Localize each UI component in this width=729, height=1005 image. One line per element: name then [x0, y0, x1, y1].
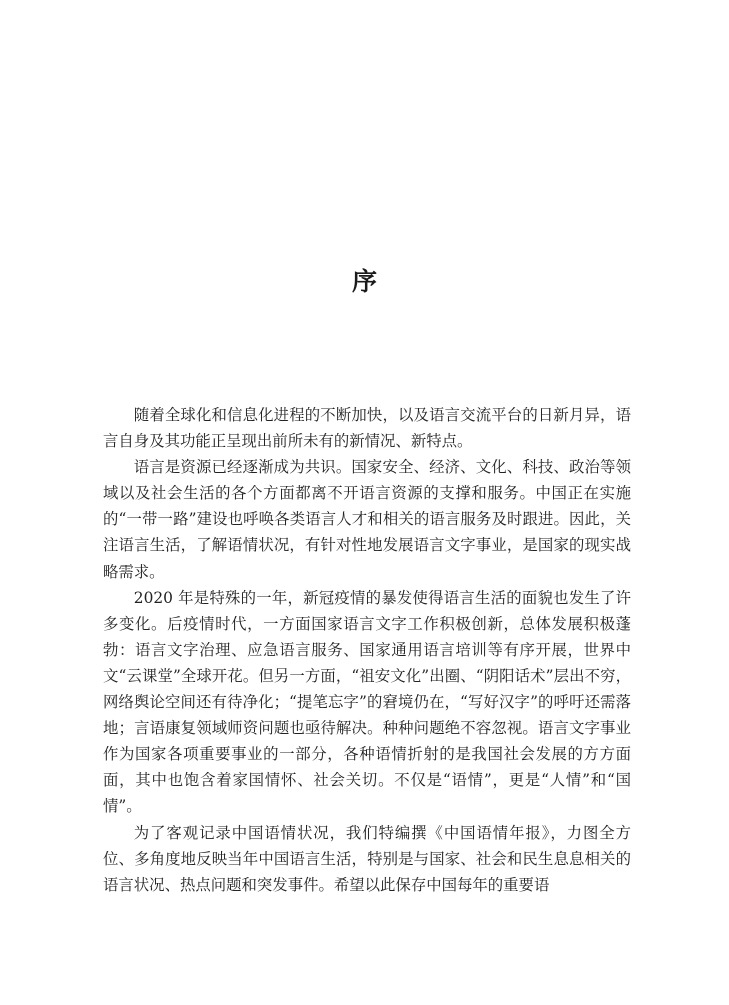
paragraph-2: 语言是资源已经逐渐成为共识。国家安全、经济、文化、科技、政治等领域以及社会生活的各个方面都离不开语言资源的支撑和服务。中国正在实施的“一带一路”建设也呼唤各类语言人才和相关的语言服务及时跟进。因此，关注语言生活，了解语情状况，有针对性地发展语言文字事业，是国家的现实战略需求。	[103, 458, 631, 581]
page-title: 序	[351, 267, 377, 296]
preface-body	[103, 402, 631, 898]
paragraph-1: 随着全球化和信息化进程的不断加快，以及语言交流平台的日新月异，语言自身及其功能正呈现出前所未有的新情况、新特点。	[103, 406, 631, 451]
paragraph-3: 2020 年是特殊的一年，新冠疫情的暴发使得语言生活的面貌也发生了许多变化。后疫情时代，一方面国家语言文字工作积极创新，总体发展积极蓬勃：语言文字治理、应急语言服务、国家通用语言培训等有序开展，世界中文“云课堂”全球开花。但另一方面，“祖安文化”出圈、“阴阳话术”层出不穷，网络舆论空间还有待净化；“提笔忘字”的窘境仍在，“写好汉字”的呼吁还需落地；言语康复领域师资问题也亟待解决。种种问题绝不容忽视。语言文字事业作为国家各项重要事业的一部分，各种语情折射的是我国社会发展的方方面面，其中也饱含着家国情怀、社会关切。不仅是“语情”，更是“人情”和“国情”。	[103, 588, 631, 816]
paragraph-4: 为了客观记录中国语情状况，我们特编撰《中国语情年报》，力图全方位、多角度地反映当年中国语言生活，特别是与国家、社会和民生息息相关的语言状况、热点问题和突发事件。希望以此保存中国每年的重要语	[103, 823, 631, 894]
